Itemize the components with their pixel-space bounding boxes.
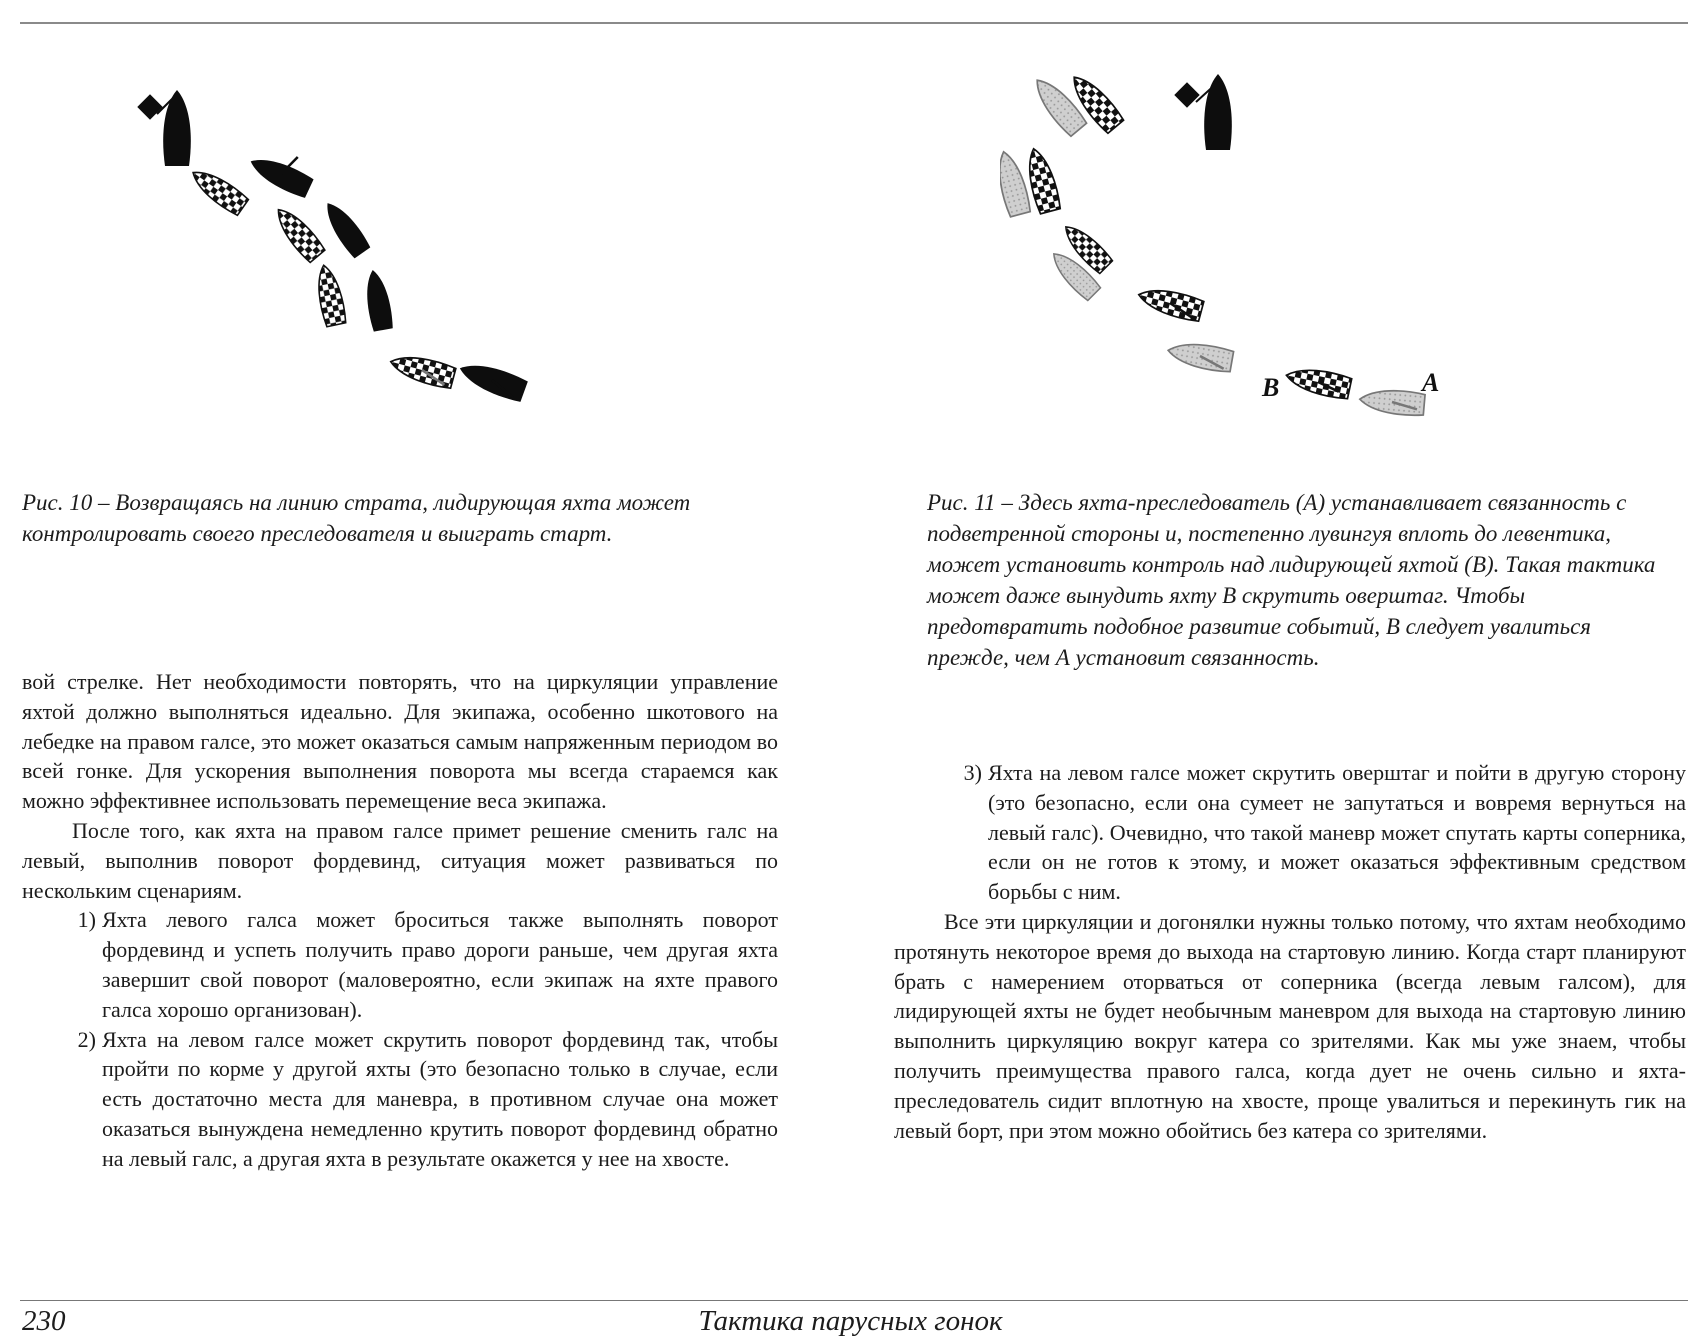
list-item-1-number: 1) [77, 907, 96, 933]
figure-10-diagram [120, 80, 620, 460]
top-rule [20, 22, 1688, 24]
list-item-3-number: 3) [963, 760, 982, 785]
checkered-yacht-4 [388, 350, 456, 389]
list-item-2-text: Яхта на левом галсе может скрутить поворот фордевинд так, чтобы пройти по корме у другой яхты (это безопасно только в случае, если есть достаточно места для маневра, в противном случае она может оказаться вынуждена немедленно крутить поворот фордевинд обратно на левый галс, а другая яхта в результате окажется у нее на хвосте. [102, 1026, 778, 1171]
committee-boat-11 [1174, 74, 1232, 150]
list-item-1-text: Яхта левого галса может броситься также выполнять поворот фордевинд и успеть получить право дороги раньше, чем другая яхта завершит свой поворот (маловероятно, если экипаж на яхте правого галса хорошо организован). [102, 907, 778, 1022]
checkered-yacht-2 [270, 203, 326, 264]
figure-10-caption-label: Рис. 10 [22, 490, 93, 515]
figure-10-caption-text: – Возвращаясь на линию страта, лидирующая яхта может контролировать своего преследователя и выиграть старт. [22, 490, 691, 546]
label-a: A [1422, 368, 1440, 397]
list-item-1 [66, 905, 778, 1024]
left-paragraph-2: После того, как яхта на правом галсе примет решение сменить галс на левый, выполнив поворот фордевинд, ситуация может развиваться по нескольким сценариям. [22, 817, 778, 903]
grey-yacht-2 [1000, 149, 1032, 217]
right-paragraph-1: Все эти циркуляции и догонялки нужны только потому, что яхтам необходимо протянуть некоторое время до выхода на стартовую линию. Когда старт планируют брать с намерением оторваться от соперника (всегда левым галсом), для лидирующей яхты не будет необычным маневром для выхода на стартовую линию выполнить циркуляцию вокруг катера со зрителями. Как мы уже знаем, чтобы получить преимущества правого галса, когда дует не очень сильно и яхта-преследователь сидит вплотную на хвосте, проще увалиться и перекинуть гик на левый борт, при этом можно обойтись без катера со зрителями. [894, 908, 1686, 1143]
running-title: Тактика парусных гонок [698, 1305, 1003, 1337]
black-yacht-2 [319, 197, 372, 259]
grey-yacht-a [1359, 387, 1425, 416]
left-column [22, 667, 778, 1174]
list-item-3 [952, 758, 1686, 907]
bottom-rule [20, 1300, 1688, 1301]
figure-11-caption-text: – Здесь яхта-преследователь (А) устанавливает связанность с подветренной стороны и, постепенно лувингуя вплоть до левентика, может установить контроль над лидирующей яхтой (В). Такая тактика может даже вынудить яхту В скрутить оверштаг. Чтобы предотвратить подобное развитие событий, В следует увалиться прежде, чем А установит связанность. [927, 490, 1656, 670]
list-item-2 [66, 1025, 778, 1174]
committee-boat [137, 90, 191, 166]
checkered-yacht-11-4 [1136, 283, 1204, 322]
list-item-2-number: 2) [77, 1026, 96, 1052]
left-paragraph-1: вой стрелке. Нет необходимости повторять, что на циркуляции управление яхтой должно выполняться идеально. Для экипажа, особенно шкотового на лебедке на правом галсе, это может оказаться самым напряженным периодом во всей гонке. Для ускорения выполнения поворота мы всегда стараемся как можно эффективнее использовать перемещение веса экипажа. [22, 669, 778, 814]
black-yacht-1 [246, 140, 320, 200]
checkered-yacht-1 [187, 164, 249, 217]
list-item-3-text: Яхта на левом галсе может скрутить оверштаг и пойти в другую сторону (это безопасно, если она сумеет не запутаться и вовремя вернуться на левый галс). Очевидно, что такой маневр может спутать карты соперника, если он не готов к этому, и может оказаться эффективным средством борьбы с ним. [988, 760, 1686, 905]
figure-11-caption-label: Рис. 11 [927, 490, 996, 515]
label-b: B [1262, 373, 1280, 402]
checkered-yacht-b [1284, 364, 1352, 400]
figure-10-caption [22, 487, 752, 549]
black-yacht-3 [362, 268, 394, 332]
right-column [894, 758, 1686, 1145]
grey-yacht-4 [1166, 339, 1234, 373]
figure-11-diagram [1000, 60, 1620, 480]
checkered-yacht-3 [313, 263, 347, 327]
black-yacht-4 [456, 357, 529, 404]
figure-11-caption [927, 487, 1672, 673]
page-number: 230 [22, 1305, 66, 1337]
